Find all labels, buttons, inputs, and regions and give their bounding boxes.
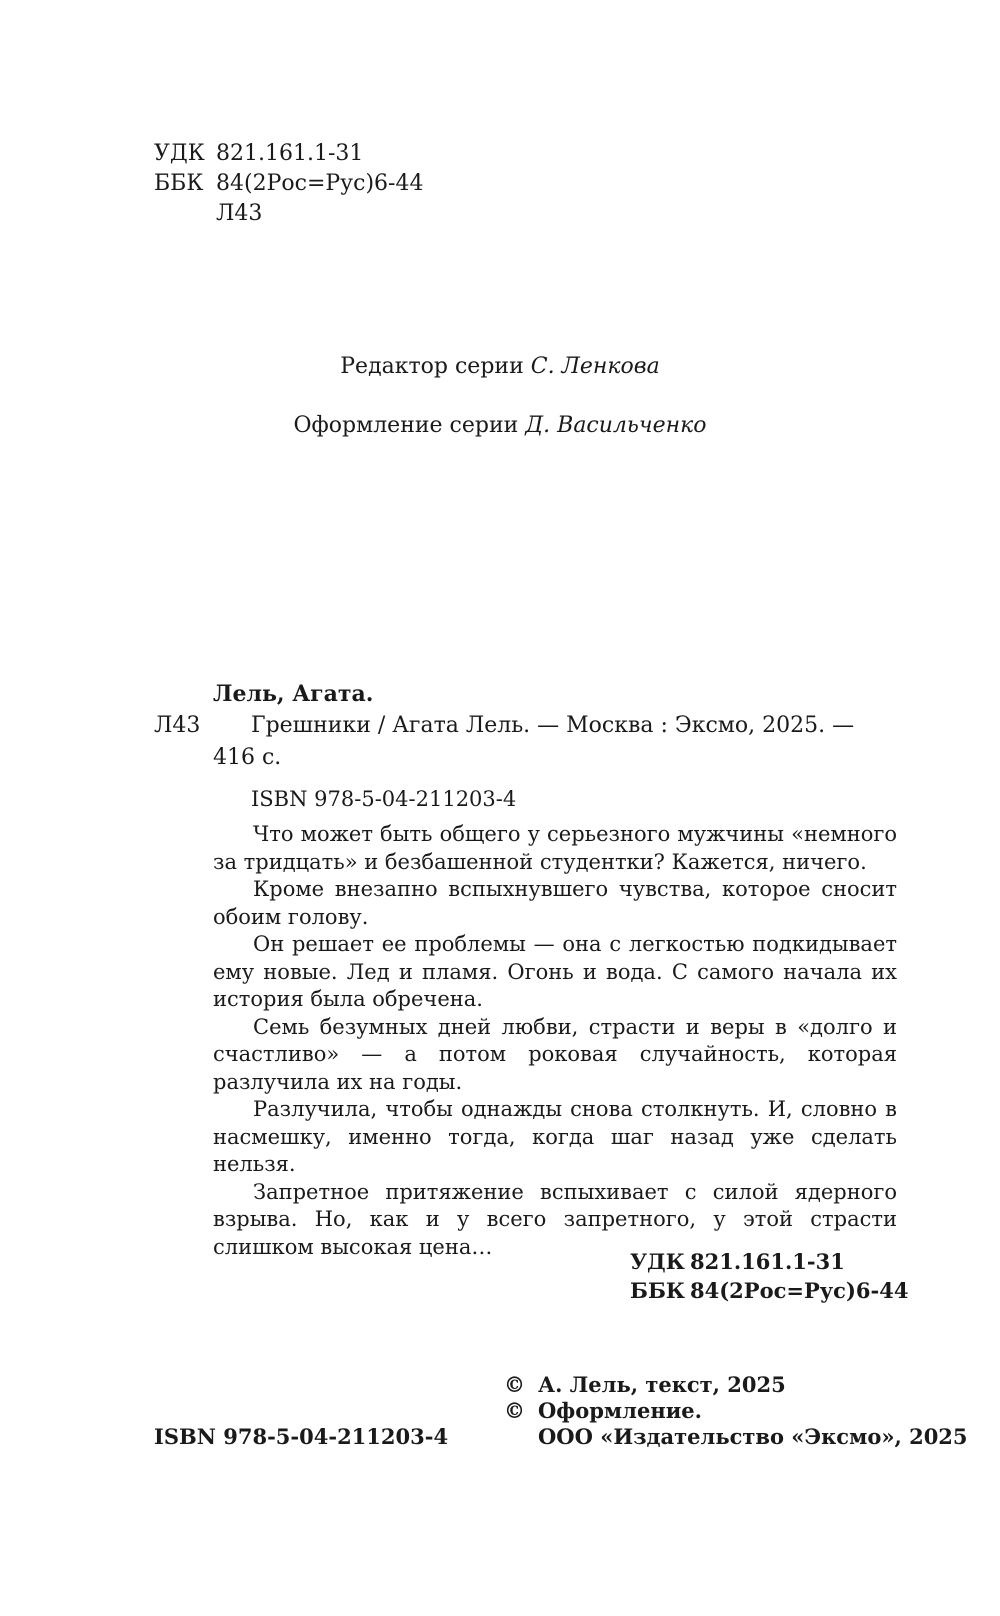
bottom-udk-line — [630, 1248, 845, 1276]
series-design-credit — [0, 411, 1000, 441]
copyright-text-line — [504, 1371, 786, 1399]
annotation-paragraph: Семь безумных дней любви, страсти и веры в «долго и счастливо» — а потом роковая случайность, которая разлучила их на годы. — [213, 1014, 897, 1094]
catalog-isbn: ISBN 978-5-04-211203-4 — [251, 787, 517, 811]
top-udk-line — [154, 139, 363, 169]
annotation — [213, 821, 897, 1261]
editor-role: Редактор серии — [340, 354, 531, 379]
top-bbk-line — [154, 169, 423, 199]
udk-value: 821.161.1-31 — [690, 1249, 845, 1274]
copyright-text: А. Лель, текст, 2025 — [538, 1372, 786, 1397]
catalog-mark: Л43 — [154, 713, 201, 738]
udk-value: 821.161.1-31 — [216, 141, 364, 166]
catalog-author: Лель, Агата. — [213, 681, 374, 707]
editor-name: С. Ленкова — [530, 354, 660, 379]
bbk-value: 84(2Рос=Рус)6-44 — [216, 171, 424, 196]
author-mark-top: Л43 — [216, 201, 263, 226]
bbk-label: ББК — [154, 171, 204, 196]
annotation-paragraph: Что может быть общего у серьезного мужчины «немного за тридцать» и безбашенной студентки? Кажется, ничего. — [213, 822, 897, 874]
udk-label: УДК — [630, 1249, 685, 1274]
bbk-value: 84(2Рос=Рус)6-44 — [690, 1278, 909, 1303]
annotation-paragraph: Запретное притяжение вспыхивает с силой ядерного взрыва. Но, как и у всего запретного, у этой страсти слишком высокая цена… — [213, 1179, 897, 1259]
annotation-paragraph: Кроме внезапно вспыхнувшего чувства, которое сносит обоим голову. — [213, 877, 897, 929]
design-copyright-symbol: © — [504, 1398, 525, 1423]
design-role: Оформление серии — [293, 413, 526, 438]
footer-isbn: ISBN 978-5-04-211203-4 — [154, 1424, 449, 1449]
catalog-pages: 416 с. — [213, 745, 282, 770]
bbk-label: ББК — [630, 1278, 685, 1303]
catalog-title-line: Грешники / Агата Лель. — Москва : Эксмо, 2025. — — [251, 713, 855, 738]
bottom-bbk-line — [630, 1277, 908, 1305]
design-name: Д. Васильченко — [525, 413, 707, 438]
series-editor-credit — [0, 352, 1000, 382]
publisher-copyright: ООО «Издательство «Эксмо», 2025 — [538, 1424, 968, 1449]
annotation-paragraph: Он решает ее проблемы — она с легкостью подкидывает ему новые. Лед и пламя. Огонь и вода. С самого начала их история была обречена. — [213, 932, 897, 1011]
copyright-symbol: © — [504, 1372, 525, 1397]
copyright-design-line — [504, 1397, 702, 1425]
annotation-paragraph: Разлучила, чтобы однажды снова столкнуть. И, словно в насмешку, именно тогда, когда шаг назад уже сделать нельзя. — [213, 1097, 897, 1176]
design-copyright-label: Оформление. — [538, 1398, 702, 1423]
udk-label: УДК — [154, 141, 205, 166]
